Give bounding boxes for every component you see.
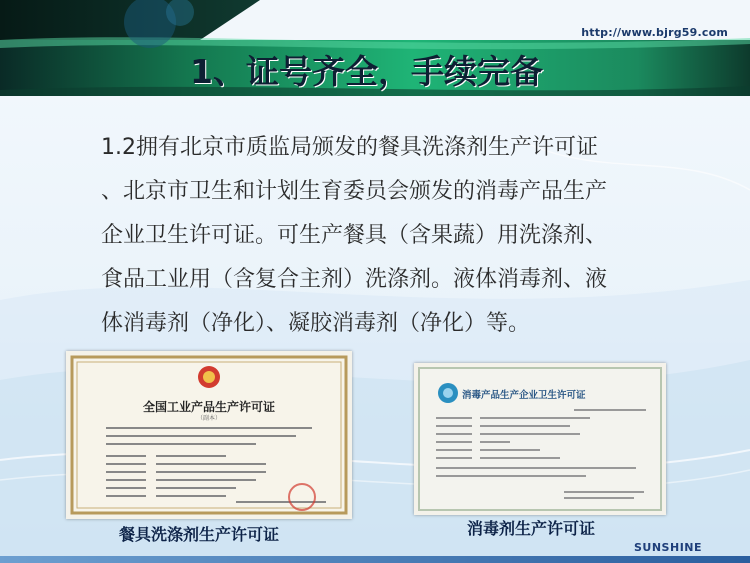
production-license-image <box>66 351 352 519</box>
certificate-border <box>66 351 352 519</box>
body-paragraph <box>101 126 691 346</box>
paragraph-line: 、北京市卫生和计划生育委员会颁发的消毒产品生产 <box>101 179 608 204</box>
bottom-bar <box>0 556 750 563</box>
paragraph-line: 体消毒剂（净化）、凝胶消毒剂（净化）等。 <box>101 311 531 336</box>
hygiene-license-image <box>414 363 666 515</box>
website-url: http://www.bjrg59.com <box>581 26 728 39</box>
certificate-caption: 餐具洗涤剂生产许可证 <box>119 525 280 544</box>
certificate-caption: 消毒剂生产许可证 <box>467 519 596 538</box>
certificate-subheading: （副本） <box>196 415 221 422</box>
company-logo-text: SUNSHINE <box>634 541 703 554</box>
paragraph-line: 1.2拥有北京市质监局颁发的餐具洗涤剂生产许可证 <box>101 135 598 160</box>
certificate-heading: 消毒产品生产企业卫生许可证 <box>462 390 586 401</box>
certificate-border <box>414 363 666 515</box>
certificate-heading: 全国工业产品生产许可证 <box>142 400 275 414</box>
paragraph-line: 食品工业用（含复合主剂）洗涤剂。液体消毒剂、液 <box>101 267 608 292</box>
paragraph-line: 企业卫生许可证。可生产餐具（含果蔬）用洗涤剂、 <box>101 223 608 248</box>
slide-title: 1、证号齐全，手续完备 <box>190 52 543 91</box>
